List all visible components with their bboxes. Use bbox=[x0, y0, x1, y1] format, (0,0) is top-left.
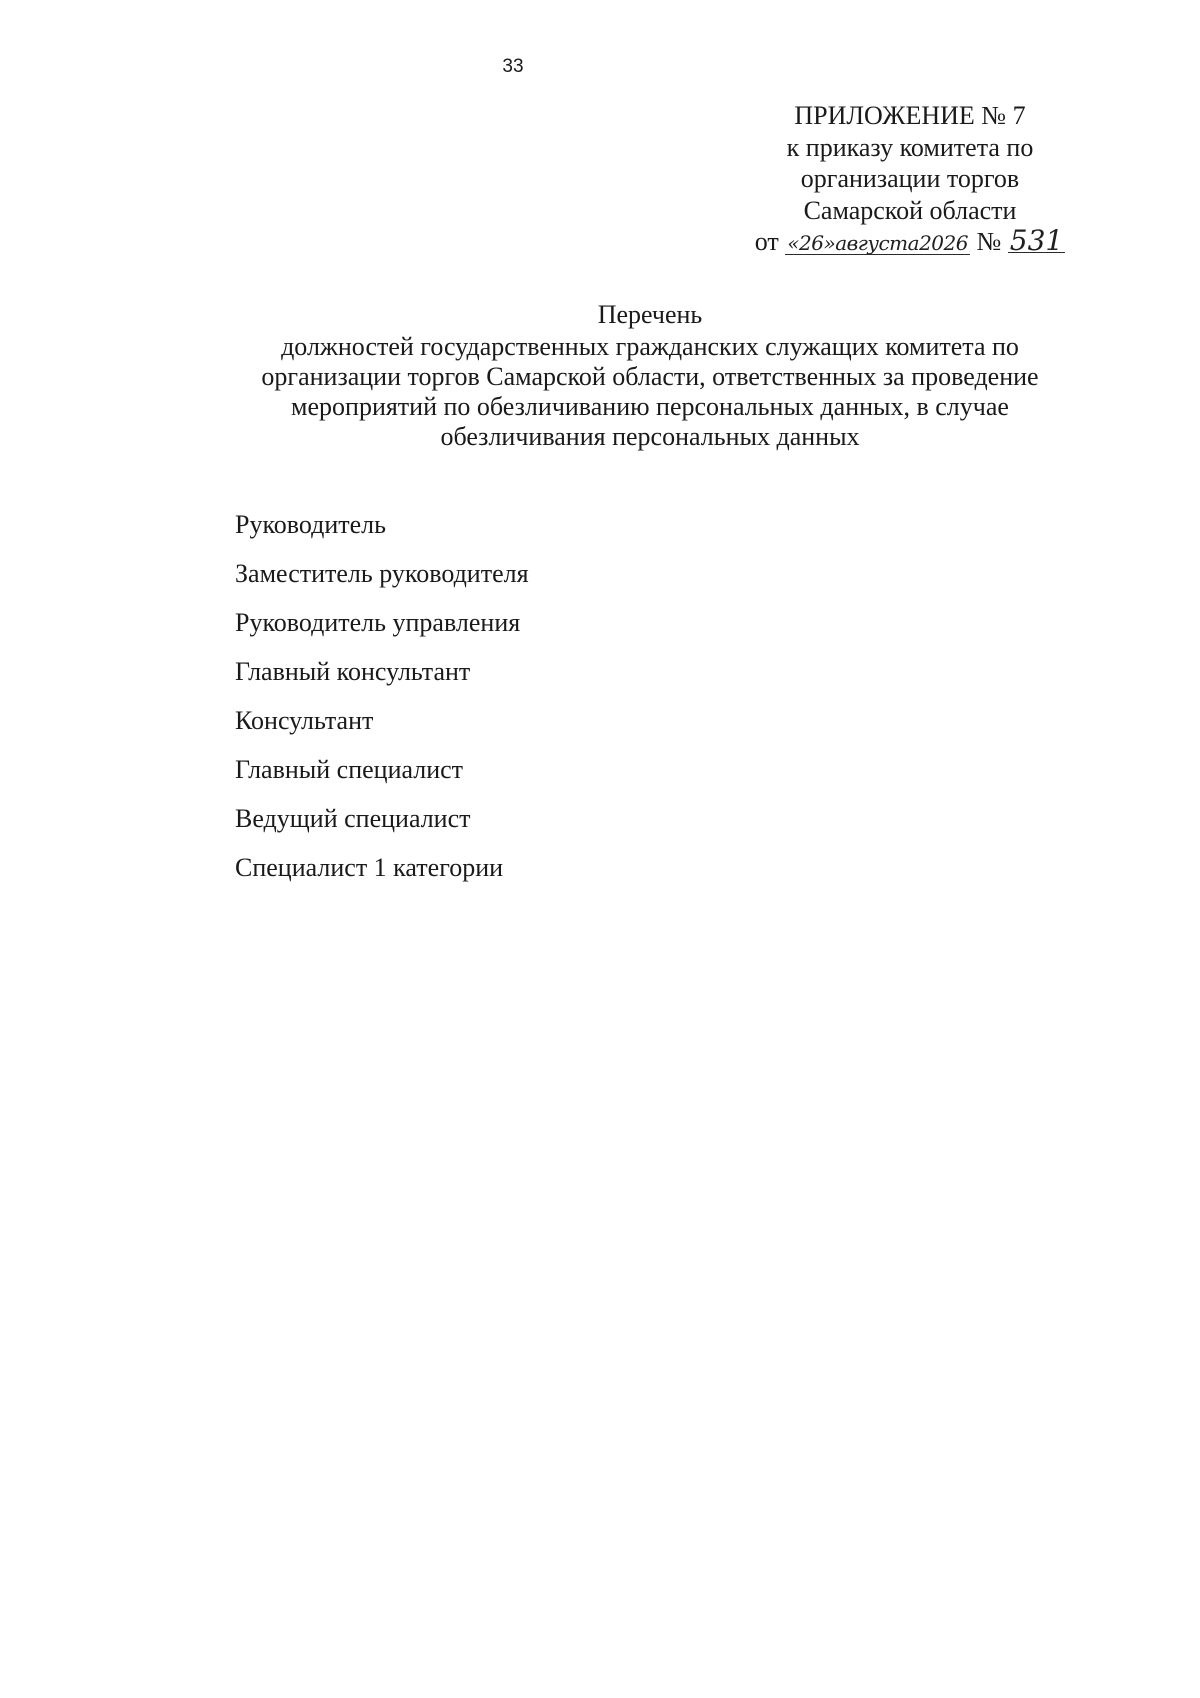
subtitle-line-2: организации торгов Самарской области, ответственных за проведение bbox=[261, 362, 1039, 391]
position-item: Консультант bbox=[235, 706, 374, 735]
position-item: Заместитель руководителя bbox=[235, 559, 529, 588]
number-sign: № bbox=[976, 227, 1002, 256]
handwritten-date: «26»августа2026 bbox=[787, 231, 968, 255]
handwritten-number: 531 bbox=[1009, 224, 1064, 257]
appendix-line-1: к приказу комитета по bbox=[786, 132, 1034, 162]
position-item: Ведущий специалист bbox=[235, 804, 471, 833]
position-item: Главный консультант bbox=[235, 657, 471, 686]
document-heading: Перечень bbox=[597, 300, 703, 329]
page-number: 33 bbox=[502, 56, 524, 77]
position-item: Специалист 1 категории bbox=[235, 853, 504, 882]
appendix-line-3: Самарской области bbox=[803, 195, 1017, 225]
subtitle-line-3: мероприятий по обезличиванию персональных данных, в случае bbox=[291, 392, 1009, 421]
date-prefix: от bbox=[754, 227, 779, 256]
positions-list bbox=[235, 508, 935, 900]
subtitle-line-4: обезличивания персональных данных bbox=[440, 422, 860, 451]
appendix-block bbox=[740, 100, 1080, 258]
subtitle-line-1: должностей государственных гражданских служащих комитета по bbox=[281, 332, 1019, 361]
position-item: Главный специалист bbox=[235, 755, 464, 784]
appendix-date-line bbox=[740, 226, 1080, 258]
appendix-title: ПРИЛОЖЕНИЕ № 7 bbox=[794, 101, 1026, 130]
position-item: Руководитель bbox=[235, 510, 386, 539]
document-title-block bbox=[200, 300, 1100, 452]
position-item: Руководитель управления bbox=[235, 608, 521, 637]
appendix-line-2: организации торгов bbox=[800, 164, 1020, 193]
